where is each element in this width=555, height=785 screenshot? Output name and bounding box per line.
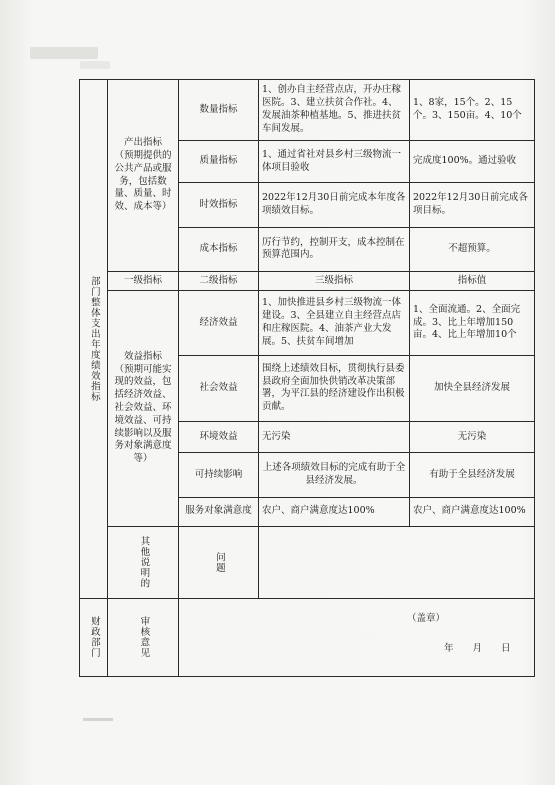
level3-cell: 农户、商户满意度达100% [259, 497, 410, 527]
level3-cell: 1、加快推进县乡村三级物流一体建设。3、全县建立自主经营点店和庄稼医院。4、油茶产业大发展。5、扶贫车间增加 [259, 290, 410, 355]
seal-stamp-text: （盖章） [407, 612, 446, 624]
level2-cell: 数量指标 [179, 80, 259, 141]
department-side-label: 部门整体支出年度绩效指标 [80, 80, 108, 599]
seal-date-text: 年 月 日 [444, 642, 511, 654]
value-cell: 无污染 [410, 421, 535, 453]
level2-cell: 时效指标 [179, 183, 259, 227]
output-desc: （预期提供的公共产品或服务，包括数量、质量、时效、成本等） [114, 149, 172, 213]
header-level1: 一级指标 [108, 272, 179, 291]
other-notes-content [259, 527, 535, 599]
value-cell: 加快全县经济发展 [410, 356, 535, 421]
output-label: 产出指标 [123, 137, 162, 149]
output-indicator-cell [108, 80, 179, 272]
problems-label: 问题 [179, 527, 259, 599]
header-level2: 二级指标 [179, 272, 259, 291]
finance-dept-label: 财政部门 [80, 598, 108, 676]
benefit-desc: （预期可能实现的效益，包括经济效益、社会效益、环境效益、可持续影响以及服务对象满意度等） [114, 363, 172, 465]
top-smudge [30, 47, 98, 59]
level2-cell: 成本指标 [179, 227, 259, 271]
level2-cell: 服务对象满意度 [179, 497, 259, 527]
level3-cell: 厉行节约，控制开支，成本控制在预算范围内。 [259, 227, 410, 271]
other-notes-row [80, 527, 535, 599]
level3-cell: 上述各项绩效目标的完成有助于全县经济发展。 [259, 453, 410, 497]
finance-review-row [80, 598, 535, 676]
performance-table [79, 79, 535, 677]
level2-cell: 经济效益 [179, 290, 259, 355]
other-notes-label: 其他说明的 [108, 527, 179, 599]
level3-cell: 无污染 [259, 421, 410, 453]
table-header-row [80, 272, 535, 291]
review-opinion-content [179, 598, 535, 676]
value-cell: 不超预算。 [410, 227, 535, 271]
header-value: 指标值 [410, 272, 535, 291]
level3-cell: 1、创办自主经营点店，开办庄稼医院。3、建立扶贫合作社。4、发展油茶种植基地。5、推进扶贫车间发展。 [259, 80, 410, 141]
level3-cell: 1、通过省社对县乡村三级物流一体项目验收 [259, 141, 410, 183]
value-cell: 有助于全县经济发展 [410, 453, 535, 497]
level2-cell: 社会效益 [179, 356, 259, 421]
value-cell: 完成度100%。通过验收 [410, 141, 535, 183]
table-row [80, 290, 535, 355]
level2-cell: 质量指标 [179, 141, 259, 183]
value-cell: 1、8家，15个。2、15个。3、150亩。4、10个 [410, 80, 535, 141]
table-row [80, 80, 535, 141]
benefit-label: 效益指标 [123, 350, 162, 362]
top-smudge-2 [80, 61, 110, 69]
level3-cell: 2022年12月30日前完成本年度各项绩效目标。 [259, 183, 410, 227]
value-cell: 2022年12月30日前完成各项目标。 [410, 183, 535, 227]
level3-cell: 围绕上述绩效目标，贯彻执行县委县政府全面加快供销改革决策部署，为平江县的经济建设作出积极贡献。 [259, 356, 410, 421]
benefit-indicator-cell [108, 290, 179, 526]
scan-mark [83, 718, 113, 721]
value-cell: 农户、商户满意度达100% [410, 497, 535, 527]
value-cell: 1、全面流通。2、全面完成。3、比上年增加150亩。4、比上年增加10个 [410, 290, 535, 355]
header-level3: 三级指标 [259, 272, 410, 291]
level2-cell: 环境效益 [179, 421, 259, 453]
review-opinion-label: 审核意见 [108, 598, 179, 676]
level2-cell: 可持续影响 [179, 453, 259, 497]
